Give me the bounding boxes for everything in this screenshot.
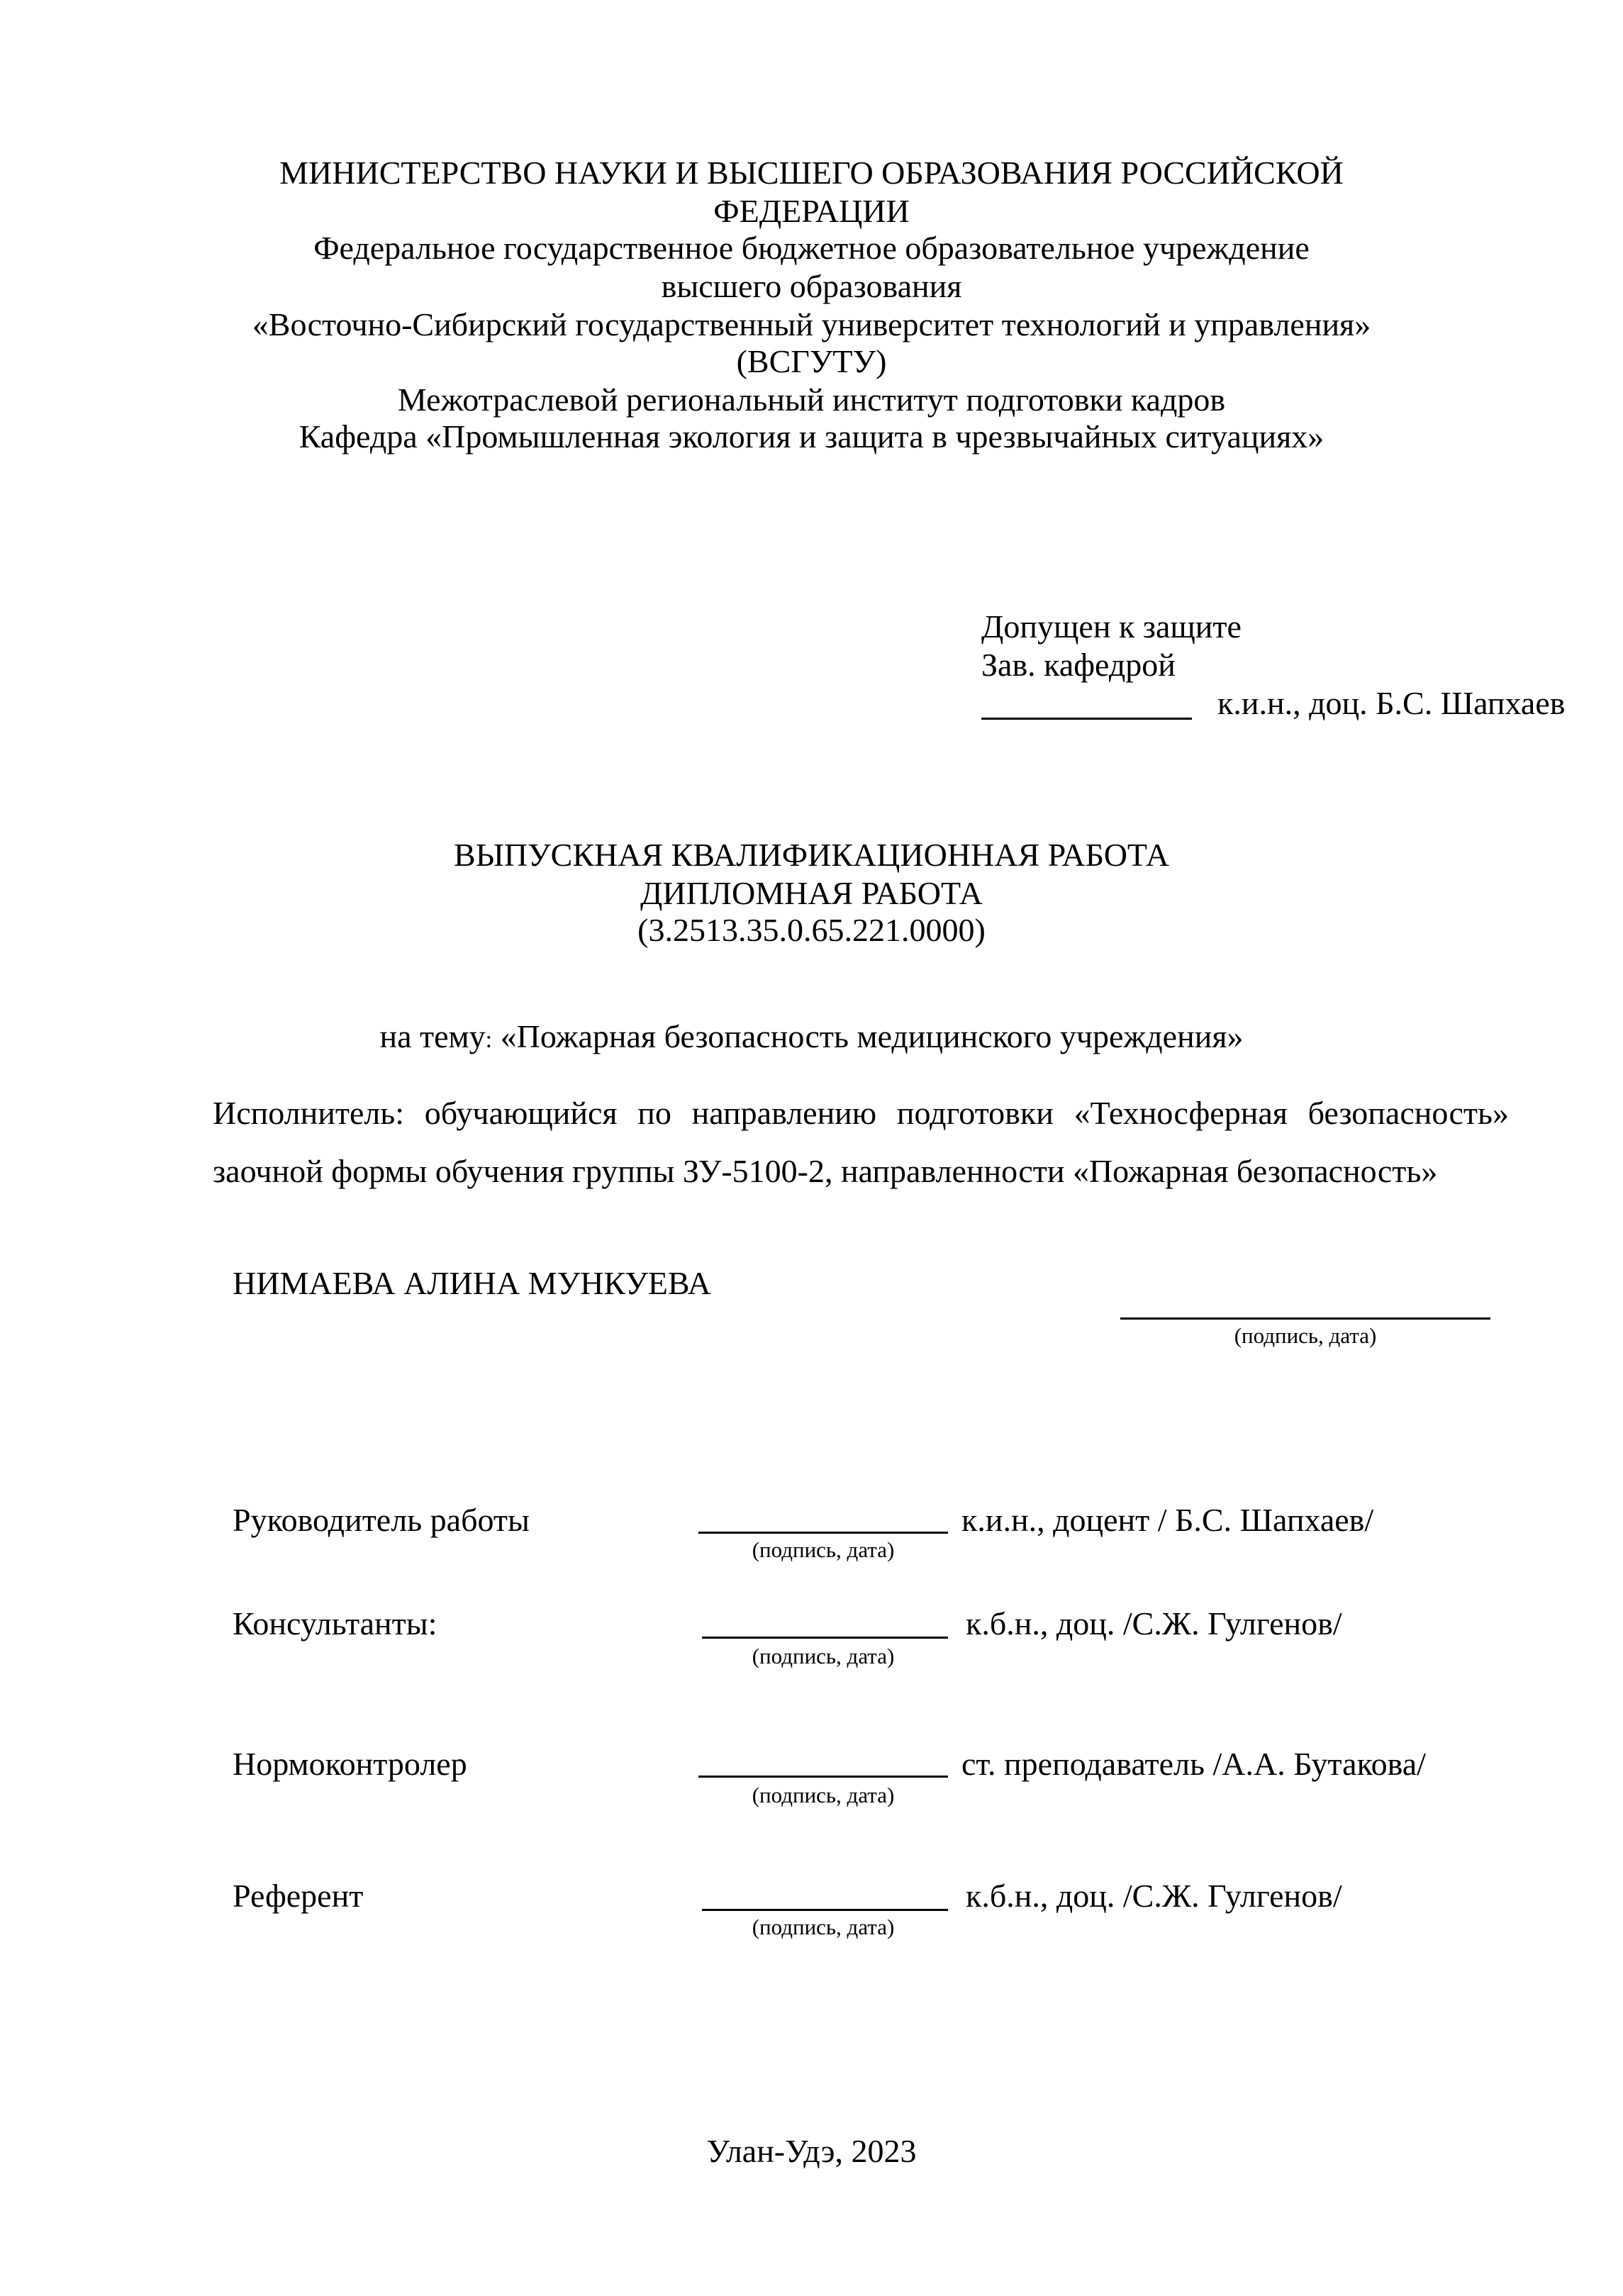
topic-line xyxy=(0,1018,1623,1059)
ministry-line-2: ФЕДЕРАЦИИ xyxy=(713,193,910,229)
ministry-line-1: МИНИСТЕРСТВО НАУКИ И ВЫСШЕГО ОБРАЗОВАНИЯ РОССИЙСКОЙ xyxy=(279,155,1344,191)
normcontroller-name: ст. преподаватель /А.А. Бутакова/ xyxy=(961,1746,1426,1782)
referee-role: Референт xyxy=(233,1878,364,1914)
department-head-name: к.и.н., доц. Б.С. Шапхаев xyxy=(1217,685,1566,721)
city-year: Улан-Удэ, 2023 xyxy=(706,2133,917,2169)
normcontroller-role: Нормоконтролер xyxy=(233,1746,467,1782)
executor-signature-caption: (подпись, дата) xyxy=(1234,1323,1377,1348)
consultant-name: к.б.н., доц. /С.Ж. Гулгенов/ xyxy=(966,1605,1342,1642)
executor-line-2: заочной формы обучения группы ЗУ-5100-2, направленности «Пожарная безопасность» xyxy=(213,1153,1438,1189)
normcontroller-signature-line xyxy=(698,1776,948,1778)
institution-line-1: Федеральное государственное бюджетное образовательное учреждение xyxy=(313,230,1310,266)
topic-colon: : xyxy=(485,1027,493,1053)
consultants-role: Консультанты: xyxy=(233,1605,437,1642)
supervisor-signature-caption: (подпись, дата) xyxy=(752,1537,895,1562)
topic-text: «Пожарная безопасность медицинского учреждения» xyxy=(492,1018,1244,1054)
institution-line-2: высшего образования xyxy=(661,268,962,304)
admission-label: Допущен к защите xyxy=(981,608,1242,645)
referee-signature-line xyxy=(702,1909,948,1911)
supervisor-signature-line xyxy=(698,1532,948,1534)
work-subtype-title: ДИПЛОМНАЯ РАБОТА xyxy=(640,875,983,911)
executor-signature-line xyxy=(1120,1317,1490,1320)
normcontroller-signature-caption: (подпись, дата) xyxy=(752,1783,895,1807)
work-code: (3.2513.35.0.65.221.0000) xyxy=(637,912,986,948)
supervisor-name: к.и.н., доцент / Б.С. Шапхаев/ xyxy=(961,1502,1374,1538)
institute-name: Межотраслевой региональный институт подготовки кадров xyxy=(397,381,1226,418)
department-name: Кафедра «Промышленная экология и защита в чрезвычайных ситуациях» xyxy=(299,418,1324,455)
head-signature-line xyxy=(981,718,1192,720)
consultants-signature-caption: (подпись, дата) xyxy=(752,1644,895,1668)
referee-name: к.б.н., доц. /С.Ж. Гулгенов/ xyxy=(966,1878,1342,1914)
department-head-label: Зав. кафедрой xyxy=(981,647,1176,683)
referee-signature-caption: (подпись, дата) xyxy=(752,1915,895,1939)
supervisor-role: Руководитель работы xyxy=(233,1502,530,1538)
university-name: «Восточно-Сибирский государственный университет технологий и управления» xyxy=(252,306,1371,342)
executor-name: НИМАЕВА АЛИНА МУНКУЕВА xyxy=(233,1265,711,1301)
executor-line-1: Исполнитель: обучающийся по направлению подготовки «Техносферная безопасность» xyxy=(213,1095,1509,1131)
topic-prefix: на тему xyxy=(379,1018,486,1054)
work-type-title: ВЫПУСКНАЯ КВАЛИФИКАЦИОННАЯ РАБОТА xyxy=(454,837,1169,873)
university-abbreviation: (ВСГУТУ) xyxy=(736,343,887,379)
consultants-signature-line xyxy=(702,1637,948,1639)
